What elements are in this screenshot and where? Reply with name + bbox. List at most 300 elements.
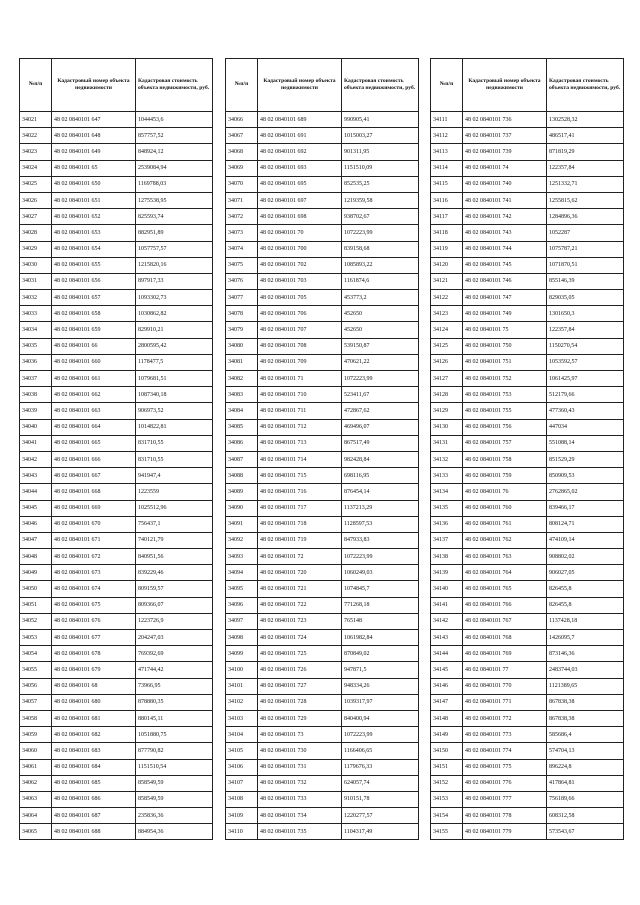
row-number-cell: 34125 <box>431 338 463 354</box>
row-number-cell: 34033 <box>20 306 52 322</box>
row-number-cell: 34116 <box>431 192 463 208</box>
cadastral-value-cell: 1178477,5 <box>136 354 213 370</box>
cadastral-number-cell: 48 02 0840101 751 <box>463 354 547 370</box>
cadastral-number-cell: 48 02 0840101 739 <box>463 144 547 160</box>
cadastral-number-cell: 48 02 0840101 729 <box>258 710 342 726</box>
table-row <box>431 209 624 225</box>
table-row <box>226 710 419 726</box>
cadastral-number-cell: 48 02 0840101 68 <box>52 678 136 694</box>
table-row <box>20 710 213 726</box>
cadastral-value-cell: 1223559 <box>136 484 213 500</box>
cadastral-number-cell: 48 02 0840101 736 <box>463 112 547 128</box>
cadastral-number-cell: 48 02 0840101 660 <box>52 354 136 370</box>
table-row <box>226 532 419 548</box>
row-number-cell: 34098 <box>226 630 258 646</box>
table-row <box>226 775 419 791</box>
table-row <box>226 306 419 322</box>
cadastral-number-cell: 48 02 0840101 661 <box>52 371 136 387</box>
cadastral-number-cell: 48 02 0840101 759 <box>463 468 547 484</box>
cadastral-number-cell: 48 02 0840101 654 <box>52 241 136 257</box>
cadastral-table <box>19 58 213 840</box>
table-row <box>20 144 213 160</box>
cadastral-value-cell: 897917,33 <box>136 273 213 289</box>
cadastral-number-cell: 48 02 0840101 688 <box>52 824 136 840</box>
cadastral-value-cell: 1052287 <box>547 225 624 241</box>
cadastral-value-cell: 1051880,75 <box>136 727 213 743</box>
table-row <box>226 630 419 646</box>
row-number-cell: 34099 <box>226 646 258 662</box>
table-row <box>20 451 213 467</box>
row-number-cell: 34120 <box>431 257 463 273</box>
cadastral-value-cell: 512179,66 <box>547 387 624 403</box>
row-number-cell: 34058 <box>20 710 52 726</box>
cadastral-number-cell: 48 02 0840101 702 <box>258 257 342 273</box>
cadastral-value-cell: 1053592,57 <box>547 354 624 370</box>
cadastral-value-cell: 1179676,33 <box>342 759 419 775</box>
row-number-cell: 34101 <box>226 678 258 694</box>
row-number-cell: 34079 <box>226 322 258 338</box>
cadastral-value-cell: 1079681,51 <box>136 371 213 387</box>
cadastral-value-cell: 809159,57 <box>136 581 213 597</box>
cadastral-value-cell: 1075787,21 <box>547 241 624 257</box>
cadastral-number-cell: 48 02 0840101 760 <box>463 500 547 516</box>
cadastral-number-cell: 48 02 0840101 755 <box>463 403 547 419</box>
cadastral-number-cell: 48 02 0840101 705 <box>258 290 342 306</box>
cadastral-number-cell: 48 02 0840101 756 <box>463 419 547 435</box>
row-number-cell: 34140 <box>431 581 463 597</box>
table-row <box>226 435 419 451</box>
cadastral-number-cell: 48 02 0840101 767 <box>463 613 547 629</box>
cadastral-value-cell: 829035,05 <box>547 290 624 306</box>
cadastral-value-cell: 857757,52 <box>136 128 213 144</box>
cadastral-value-cell: 851529,29 <box>547 451 624 467</box>
cadastral-value-cell: 848924,12 <box>136 144 213 160</box>
table-body <box>431 112 624 840</box>
row-number-cell: 34105 <box>226 743 258 759</box>
row-number-cell: 34066 <box>226 112 258 128</box>
table-row <box>431 290 624 306</box>
table-row <box>20 791 213 807</box>
cadastral-number-cell: 48 02 0840101 691 <box>258 128 342 144</box>
table-row <box>226 387 419 403</box>
cadastral-number-cell: 48 02 0840101 771 <box>463 694 547 710</box>
cadastral-number-cell: 48 02 0840101 669 <box>52 500 136 516</box>
table-row <box>431 128 624 144</box>
cadastral-number-cell: 48 02 0840101 730 <box>258 743 342 759</box>
cadastral-number-cell: 48 02 0840101 668 <box>52 484 136 500</box>
row-number-cell: 34065 <box>20 824 52 840</box>
cadastral-value-cell: 608312,58 <box>547 808 624 824</box>
row-number-cell: 34096 <box>226 597 258 613</box>
row-number-cell: 34070 <box>226 176 258 192</box>
cadastral-value-cell: 122357,84 <box>547 322 624 338</box>
cadastral-number-cell: 48 02 0840101 749 <box>463 306 547 322</box>
row-number-cell: 34146 <box>431 678 463 694</box>
header-number: №п/п <box>431 59 463 112</box>
cadastral-value-cell: 539150,87 <box>342 338 419 354</box>
cadastral-value-cell: 235836,36 <box>136 808 213 824</box>
table-row <box>20 549 213 565</box>
cadastral-value-cell: 1072223,99 <box>342 225 419 241</box>
cadastral-number-cell: 48 02 0840101 71 <box>258 371 342 387</box>
cadastral-value-cell: 469496,07 <box>342 419 419 435</box>
cadastral-value-cell: 910151,78 <box>342 791 419 807</box>
cadastral-number-cell: 48 02 0840101 752 <box>463 371 547 387</box>
cadastral-value-cell: 876454,14 <box>342 484 419 500</box>
table-row <box>20 273 213 289</box>
row-number-cell: 34102 <box>226 694 258 710</box>
tables-container <box>19 58 623 835</box>
cadastral-value-cell: 756437,1 <box>136 516 213 532</box>
table-row <box>431 160 624 176</box>
cadastral-value-cell: 1093302,73 <box>136 290 213 306</box>
cadastral-number-cell: 48 02 0840101 758 <box>463 451 547 467</box>
table-row <box>431 144 624 160</box>
row-number-cell: 34040 <box>20 419 52 435</box>
row-number-cell: 34095 <box>226 581 258 597</box>
table-row <box>431 775 624 791</box>
cadastral-number-cell: 48 02 0840101 677 <box>52 630 136 646</box>
cadastral-number-cell: 48 02 0840101 724 <box>258 630 342 646</box>
row-number-cell: 34115 <box>431 176 463 192</box>
cadastral-value-cell: 2539084,94 <box>136 160 213 176</box>
cadastral-value-cell: 839229,46 <box>136 565 213 581</box>
cadastral-value-cell: 839466,17 <box>547 500 624 516</box>
row-number-cell: 34054 <box>20 646 52 662</box>
table-row <box>226 144 419 160</box>
cadastral-value-cell: 769392,69 <box>136 646 213 662</box>
row-number-cell: 34029 <box>20 241 52 257</box>
cadastral-number-cell: 48 02 0840101 762 <box>463 532 547 548</box>
table-row <box>431 532 624 548</box>
table-row <box>431 694 624 710</box>
row-number-cell: 34153 <box>431 791 463 807</box>
cadastral-value-cell: 551088,14 <box>547 435 624 451</box>
cadastral-number-cell: 48 02 0840101 728 <box>258 694 342 710</box>
row-number-cell: 34141 <box>431 597 463 613</box>
cadastral-number-cell: 48 02 0840101 679 <box>52 662 136 678</box>
cadastral-number-cell: 48 02 0840101 778 <box>463 808 547 824</box>
row-number-cell: 34055 <box>20 662 52 678</box>
cadastral-table <box>430 58 624 840</box>
cadastral-number-cell: 48 02 0840101 747 <box>463 290 547 306</box>
cadastral-number-cell: 48 02 0840101 675 <box>52 597 136 613</box>
row-number-cell: 34135 <box>431 500 463 516</box>
row-number-cell: 34035 <box>20 338 52 354</box>
row-number-cell: 34132 <box>431 451 463 467</box>
cadastral-value-cell: 855146,39 <box>547 273 624 289</box>
cadastral-value-cell: 1104317,49 <box>342 824 419 840</box>
cadastral-value-cell: 1301650,3 <box>547 306 624 322</box>
cadastral-number-cell: 48 02 0840101 665 <box>52 435 136 451</box>
cadastral-number-cell: 48 02 0840101 693 <box>258 160 342 176</box>
cadastral-value-cell: 1085893,22 <box>342 257 419 273</box>
cadastral-value-cell: 938702,67 <box>342 209 419 225</box>
cadastral-value-cell: 873146,36 <box>547 646 624 662</box>
table-row <box>226 468 419 484</box>
row-number-cell: 34122 <box>431 290 463 306</box>
cadastral-value-cell: 1087340,18 <box>136 387 213 403</box>
row-number-cell: 34108 <box>226 791 258 807</box>
row-number-cell: 34126 <box>431 354 463 370</box>
cadastral-value-cell: 850909,53 <box>547 468 624 484</box>
row-number-cell: 34127 <box>431 371 463 387</box>
row-number-cell: 34042 <box>20 451 52 467</box>
row-number-cell: 34069 <box>226 160 258 176</box>
table-row <box>20 759 213 775</box>
table-row <box>226 565 419 581</box>
cadastral-value-cell: 947871,5 <box>342 662 419 678</box>
table-row <box>226 354 419 370</box>
cadastral-number-cell: 48 02 0840101 680 <box>52 694 136 710</box>
table-row <box>20 354 213 370</box>
row-number-cell: 34076 <box>226 273 258 289</box>
table-row <box>20 241 213 257</box>
table-row <box>20 516 213 532</box>
cadastral-value-cell: 452650 <box>342 306 419 322</box>
cadastral-value-cell: 1223726,9 <box>136 613 213 629</box>
cadastral-number-cell: 48 02 0840101 723 <box>258 613 342 629</box>
table-row <box>431 176 624 192</box>
cadastral-number-cell: 48 02 0840101 717 <box>258 500 342 516</box>
table-row <box>431 662 624 678</box>
row-number-cell: 34143 <box>431 630 463 646</box>
row-number-cell: 34046 <box>20 516 52 532</box>
row-number-cell: 34131 <box>431 435 463 451</box>
cadastral-value-cell: 1426095,7 <box>547 630 624 646</box>
table-row <box>431 403 624 419</box>
cadastral-number-cell: 48 02 0840101 726 <box>258 662 342 678</box>
cadastral-value-cell: 1284896,36 <box>547 209 624 225</box>
cadastral-value-cell: 452650 <box>342 322 419 338</box>
cadastral-value-cell: 870849,02 <box>342 646 419 662</box>
cadastral-value-cell: 477360,43 <box>547 403 624 419</box>
row-number-cell: 34073 <box>226 225 258 241</box>
cadastral-number-cell: 48 02 0840101 772 <box>463 710 547 726</box>
table-row <box>226 516 419 532</box>
cadastral-value-cell: 73966,95 <box>136 678 213 694</box>
cadastral-value-cell: 1072223,99 <box>342 549 419 565</box>
cadastral-value-cell: 1220277,57 <box>342 808 419 824</box>
cadastral-value-cell: 1255815,62 <box>547 192 624 208</box>
row-number-cell: 34057 <box>20 694 52 710</box>
row-number-cell: 34110 <box>226 824 258 840</box>
cadastral-value-cell: 1251332,71 <box>547 176 624 192</box>
table-row <box>20 322 213 338</box>
cadastral-number-cell: 48 02 0840101 673 <box>52 565 136 581</box>
table-row <box>226 371 419 387</box>
cadastral-value-cell: 1057757,57 <box>136 241 213 257</box>
cadastral-number-cell: 48 02 0840101 72 <box>258 549 342 565</box>
cadastral-number-cell: 48 02 0840101 683 <box>52 743 136 759</box>
table-row <box>431 759 624 775</box>
row-number-cell: 34104 <box>226 727 258 743</box>
table-row <box>226 597 419 613</box>
cadastral-number-cell: 48 02 0840101 667 <box>52 468 136 484</box>
cadastral-value-cell: 829910,21 <box>136 322 213 338</box>
table-row <box>226 484 419 500</box>
row-number-cell: 34063 <box>20 791 52 807</box>
table-row <box>431 630 624 646</box>
cadastral-value-cell: 839158,68 <box>342 241 419 257</box>
cadastral-number-cell: 48 02 0840101 678 <box>52 646 136 662</box>
cadastral-number-cell: 48 02 0840101 720 <box>258 565 342 581</box>
cadastral-number-cell: 48 02 0840101 73 <box>258 727 342 743</box>
cadastral-value-cell: 840400,94 <box>342 710 419 726</box>
row-number-cell: 34087 <box>226 451 258 467</box>
table-row <box>226 727 419 743</box>
row-number-cell: 34031 <box>20 273 52 289</box>
row-number-cell: 34080 <box>226 338 258 354</box>
row-number-cell: 34124 <box>431 322 463 338</box>
table-row <box>431 112 624 128</box>
row-number-cell: 34150 <box>431 743 463 759</box>
header-number: №п/п <box>226 59 258 112</box>
row-number-cell: 34130 <box>431 419 463 435</box>
row-number-cell: 34142 <box>431 613 463 629</box>
cadastral-value-cell: 447034 <box>547 419 624 435</box>
cadastral-value-cell: 1137213,29 <box>342 500 419 516</box>
cadastral-number-cell: 48 02 0840101 674 <box>52 581 136 597</box>
row-number-cell: 34053 <box>20 630 52 646</box>
cadastral-number-cell: 48 02 0840101 732 <box>258 775 342 791</box>
row-number-cell: 34088 <box>226 468 258 484</box>
cadastral-number-cell: 48 02 0840101 731 <box>258 759 342 775</box>
cadastral-value-cell: 982428,84 <box>342 451 419 467</box>
table-row <box>20 532 213 548</box>
table-row <box>20 128 213 144</box>
cadastral-value-cell: 740121,79 <box>136 532 213 548</box>
table-row <box>431 306 624 322</box>
row-number-cell: 34048 <box>20 549 52 565</box>
row-number-cell: 34082 <box>226 371 258 387</box>
cadastral-number-cell: 48 02 0840101 662 <box>52 387 136 403</box>
row-number-cell: 34022 <box>20 128 52 144</box>
header-cadastral-value: Кадастровая стоимость объекта недвижимости, руб. <box>136 59 213 112</box>
table-row <box>20 646 213 662</box>
table-row <box>431 273 624 289</box>
row-number-cell: 34037 <box>20 371 52 387</box>
row-number-cell: 34113 <box>431 144 463 160</box>
table-row <box>226 824 419 840</box>
row-number-cell: 34129 <box>431 403 463 419</box>
cadastral-table <box>225 58 419 840</box>
row-number-cell: 34064 <box>20 808 52 824</box>
table-row <box>20 581 213 597</box>
cadastral-value-cell: 574704,13 <box>547 743 624 759</box>
table-row <box>431 322 624 338</box>
cadastral-number-cell: 48 02 0840101 655 <box>52 257 136 273</box>
cadastral-value-cell: 1044453,6 <box>136 112 213 128</box>
cadastral-number-cell: 48 02 0840101 663 <box>52 403 136 419</box>
table-row <box>226 257 419 273</box>
row-number-cell: 34083 <box>226 387 258 403</box>
table-row <box>431 597 624 613</box>
cadastral-number-cell: 48 02 0840101 70 <box>258 225 342 241</box>
table-row <box>431 387 624 403</box>
table-row <box>226 808 419 824</box>
table-row <box>431 516 624 532</box>
row-number-cell: 34052 <box>20 613 52 629</box>
row-number-cell: 34027 <box>20 209 52 225</box>
cadastral-value-cell: 1302528,32 <box>547 112 624 128</box>
header-cadastral-value: Кадастровая стоимость объекта недвижимости, руб. <box>547 59 624 112</box>
row-number-cell: 34025 <box>20 176 52 192</box>
cadastral-number-cell: 48 02 0840101 710 <box>258 387 342 403</box>
cadastral-value-cell: 1025512,96 <box>136 500 213 516</box>
cadastral-value-cell: 948334,26 <box>342 678 419 694</box>
cadastral-number-cell: 48 02 0840101 692 <box>258 144 342 160</box>
cadastral-number-cell: 48 02 0840101 733 <box>258 791 342 807</box>
row-number-cell: 34133 <box>431 468 463 484</box>
row-number-cell: 34117 <box>431 209 463 225</box>
table-row <box>431 419 624 435</box>
row-number-cell: 34114 <box>431 160 463 176</box>
cadastral-value-cell: 624057,74 <box>342 775 419 791</box>
cadastral-number-cell: 48 02 0840101 652 <box>52 209 136 225</box>
table-row <box>431 791 624 807</box>
table-row <box>20 565 213 581</box>
cadastral-number-cell: 48 02 0840101 775 <box>463 759 547 775</box>
row-number-cell: 34144 <box>431 646 463 662</box>
row-number-cell: 34152 <box>431 775 463 791</box>
table-row <box>431 581 624 597</box>
row-number-cell: 34109 <box>226 808 258 824</box>
row-number-cell: 34138 <box>431 549 463 565</box>
table-row <box>431 727 624 743</box>
cadastral-value-cell: 1166406,65 <box>342 743 419 759</box>
row-number-cell: 34148 <box>431 710 463 726</box>
row-number-cell: 34045 <box>20 500 52 516</box>
table-row <box>226 128 419 144</box>
table-row <box>20 176 213 192</box>
cadastral-number-cell: 48 02 0840101 671 <box>52 532 136 548</box>
cadastral-number-cell: 48 02 0840101 656 <box>52 273 136 289</box>
row-number-cell: 34060 <box>20 743 52 759</box>
cadastral-number-cell: 48 02 0840101 773 <box>463 727 547 743</box>
cadastral-value-cell: 906973,52 <box>136 403 213 419</box>
cadastral-number-cell: 48 02 0840101 681 <box>52 710 136 726</box>
cadastral-number-cell: 48 02 0840101 658 <box>52 306 136 322</box>
row-number-cell: 34111 <box>431 112 463 128</box>
table-row <box>226 791 419 807</box>
cadastral-value-cell: 1169788,03 <box>136 176 213 192</box>
row-number-cell: 34036 <box>20 354 52 370</box>
cadastral-value-cell: 1275538,95 <box>136 192 213 208</box>
cadastral-value-cell: 470621,22 <box>342 354 419 370</box>
table-row <box>20 743 213 759</box>
cadastral-number-cell: 48 02 0840101 745 <box>463 257 547 273</box>
cadastral-number-cell: 48 02 0840101 737 <box>463 128 547 144</box>
cadastral-value-cell: 523411,67 <box>342 387 419 403</box>
cadastral-value-cell: 1060249,03 <box>342 565 419 581</box>
cadastral-value-cell: 1072223,99 <box>342 371 419 387</box>
row-number-cell: 34023 <box>20 144 52 160</box>
table-row <box>431 468 624 484</box>
cadastral-value-cell: 808124,71 <box>547 516 624 532</box>
table-row <box>20 112 213 128</box>
cadastral-value-cell: 906027,05 <box>547 565 624 581</box>
cadastral-number-cell: 48 02 0840101 707 <box>258 322 342 338</box>
table-row <box>226 273 419 289</box>
cadastral-number-cell: 48 02 0840101 708 <box>258 338 342 354</box>
table-row <box>20 225 213 241</box>
cadastral-number-cell: 48 02 0840101 666 <box>52 451 136 467</box>
row-number-cell: 34030 <box>20 257 52 273</box>
row-number-cell: 34078 <box>226 306 258 322</box>
row-number-cell: 34032 <box>20 290 52 306</box>
row-number-cell: 34093 <box>226 549 258 565</box>
